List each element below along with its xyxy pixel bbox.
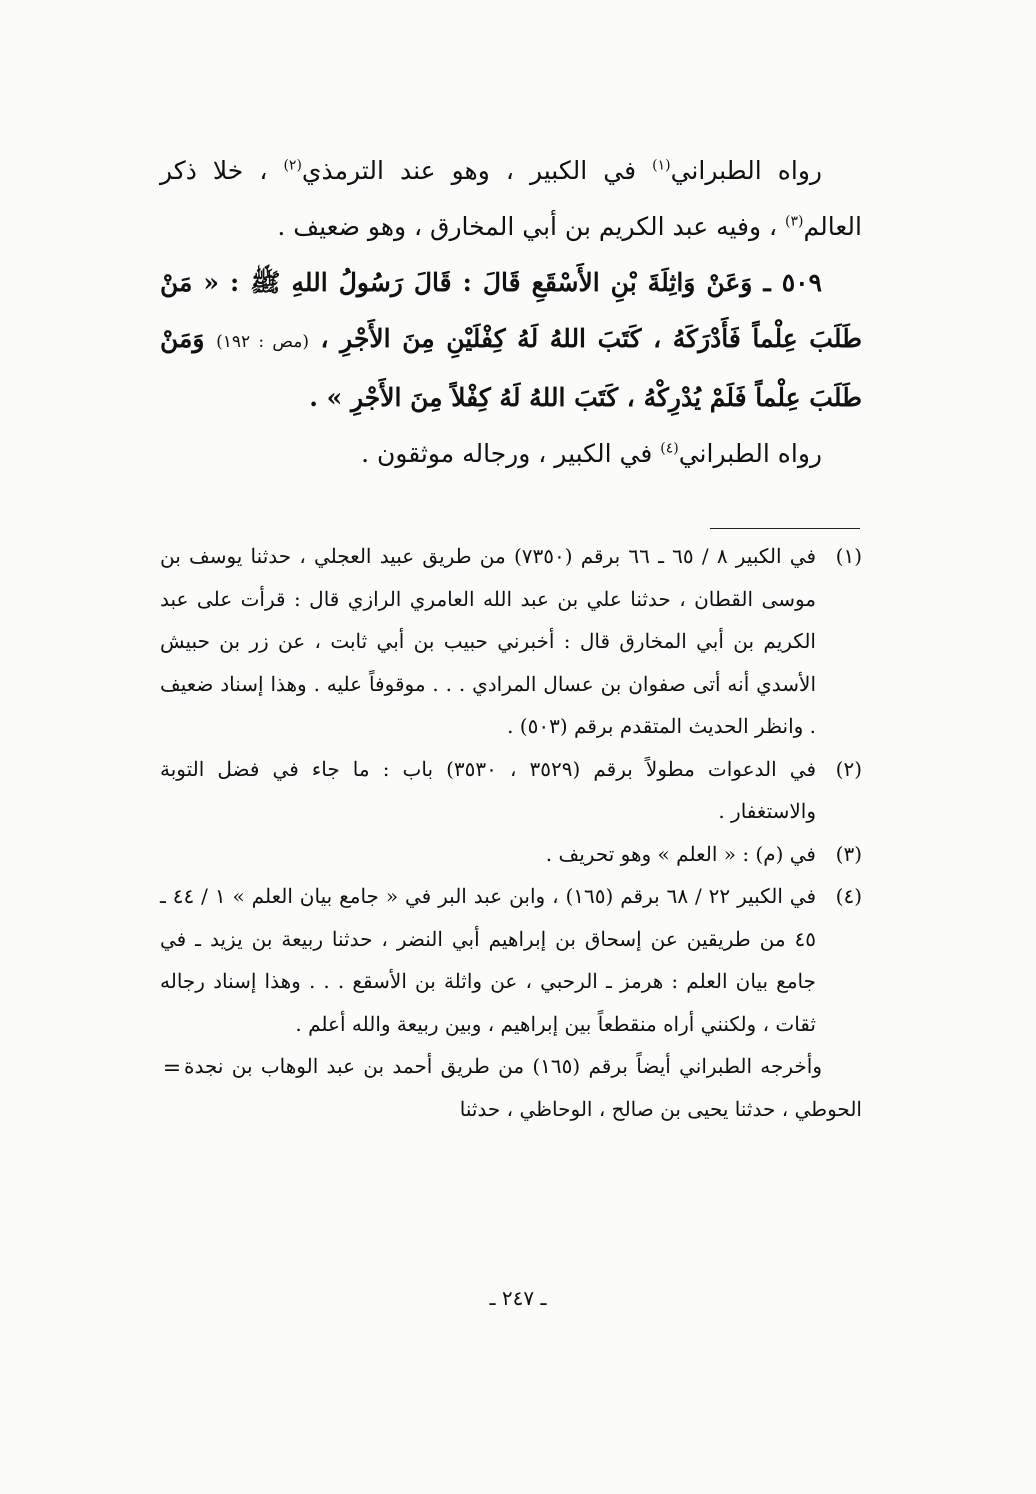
footnote-separator bbox=[710, 528, 860, 529]
footnote-ref-3[interactable]: (٣) bbox=[785, 213, 804, 230]
footnote-2 bbox=[160, 748, 862, 833]
footnote-continuation-block bbox=[160, 1045, 862, 1130]
footnote-ref-4[interactable]: (٤) bbox=[660, 440, 679, 457]
hadith-text: وَمَنْ طَلَبَ عِلْماً فَلَمْ يُدْرِكْهُ ، كَتَبَ اللهُ لَهُ كِفْلاً مِنَ الأَجْرِ » . bbox=[160, 324, 862, 412]
footnote-number: (٢) bbox=[835, 756, 862, 781]
manuscript-ref: (مص : ١٩٢) bbox=[216, 332, 309, 352]
footnote-number: (١) bbox=[835, 544, 862, 568]
text-run: في الكبير ، وهو عند الترمذي bbox=[301, 156, 653, 185]
paragraph-3 bbox=[160, 426, 862, 482]
hadith-text: ٥٠٩ ـ وَعَنْ وَاثِلَةَ بْنِ الأَسْقَعِ قَالَ : قَالَ رَسُولُ اللهِ ﷺ : « مَنْ طَلَبَ عِلْماً فَأَدْرَكَهُ ، كَتَبَ اللهُ لَهُ كِفْلَيْنِ مِنَ الأَجْرِ ، bbox=[160, 268, 862, 353]
main-text bbox=[160, 143, 862, 482]
footnote-number: (٤) bbox=[835, 884, 862, 908]
text-run: في الكبير ، ورجاله موثقون . bbox=[361, 439, 661, 468]
text-run: ، وفيه عبد الكريم بن أبي المخارق ، وهو ضعيف . bbox=[277, 212, 786, 241]
text-run: ، خلا ذكر العالم bbox=[160, 156, 862, 241]
footnote-text: في الكبير ٢٢ / ٦٨ برقم (١٦٥) ، وابن عبد البر في « جامع بيان العلم » ١ / ٤٤ ـ ٤٥ من طريقين عن إسحاق بن إبراهيم أبي النضر ، حدثنا ربيعة بن يزيد ـ في جامع بيان العلم : هرمز ـ الرحبي ، عن واثلة بن الأسقع . . . وهذا إسناد رجاله ثقات ، ولكنني أراه منقطعاً بين إبراهيم ، وبين ربيعة والله أعلم . bbox=[160, 884, 817, 1036]
footnote-ref-1[interactable]: (١) bbox=[652, 157, 671, 174]
footnote-text: في الكبير ٨ / ٦٥ ـ ٦٦ برقم (٧٣٥٠) من طريق عبيد العجلي ، حدثنا يوسف بن موسى القطان ، حدثنا علي بن عبد الله العامري الرازي قال : قرأت على عبد الكريم بن أبي المخارق قال : أخبرني حبيب بن أبي ثابت ، عن زر بن حبيش الأسدي أنه أتى صفوان بن عسال المرادي . . . موقوفاً عليه . وهذا إسناد ضعيف . وانظر الحديث المتقدم برقم (٥٠٣) . bbox=[160, 544, 817, 738]
footnote-1 bbox=[160, 535, 862, 748]
text-run: رواه الطبراني bbox=[678, 439, 822, 468]
footnotes bbox=[160, 535, 862, 1130]
text-run: رواه الطبراني bbox=[670, 156, 822, 185]
footnote-text: في (م) : « العلم » وهو تحريف . bbox=[545, 841, 816, 866]
hadith-509 bbox=[160, 255, 862, 426]
page-number: ـ ٢٤٧ ـ bbox=[489, 1286, 547, 1310]
footnote-text: في الدعوات مطولاً برقم (٣٥٢٩ ، ٣٥٣٠) باب : ما جاء في فضل التوبة والاستغفار . bbox=[160, 756, 816, 823]
footnote-continuation: وأخرجه الطبراني أيضاً برقم (١٦٥) من طريق أحمد بن عبد الوهاب بن نجدة الحوطي ، حدثنا يحيى بن صالح ، الوحاظي ، حدثنا bbox=[184, 1054, 862, 1121]
footnote-ref-2[interactable]: (٢) bbox=[283, 157, 302, 174]
continuation-mark: = bbox=[162, 1056, 182, 1081]
footnote-3 bbox=[160, 833, 862, 876]
paragraph-1 bbox=[160, 143, 862, 255]
footnote-4 bbox=[160, 875, 862, 1045]
footnote-number: (٣) bbox=[835, 841, 862, 866]
